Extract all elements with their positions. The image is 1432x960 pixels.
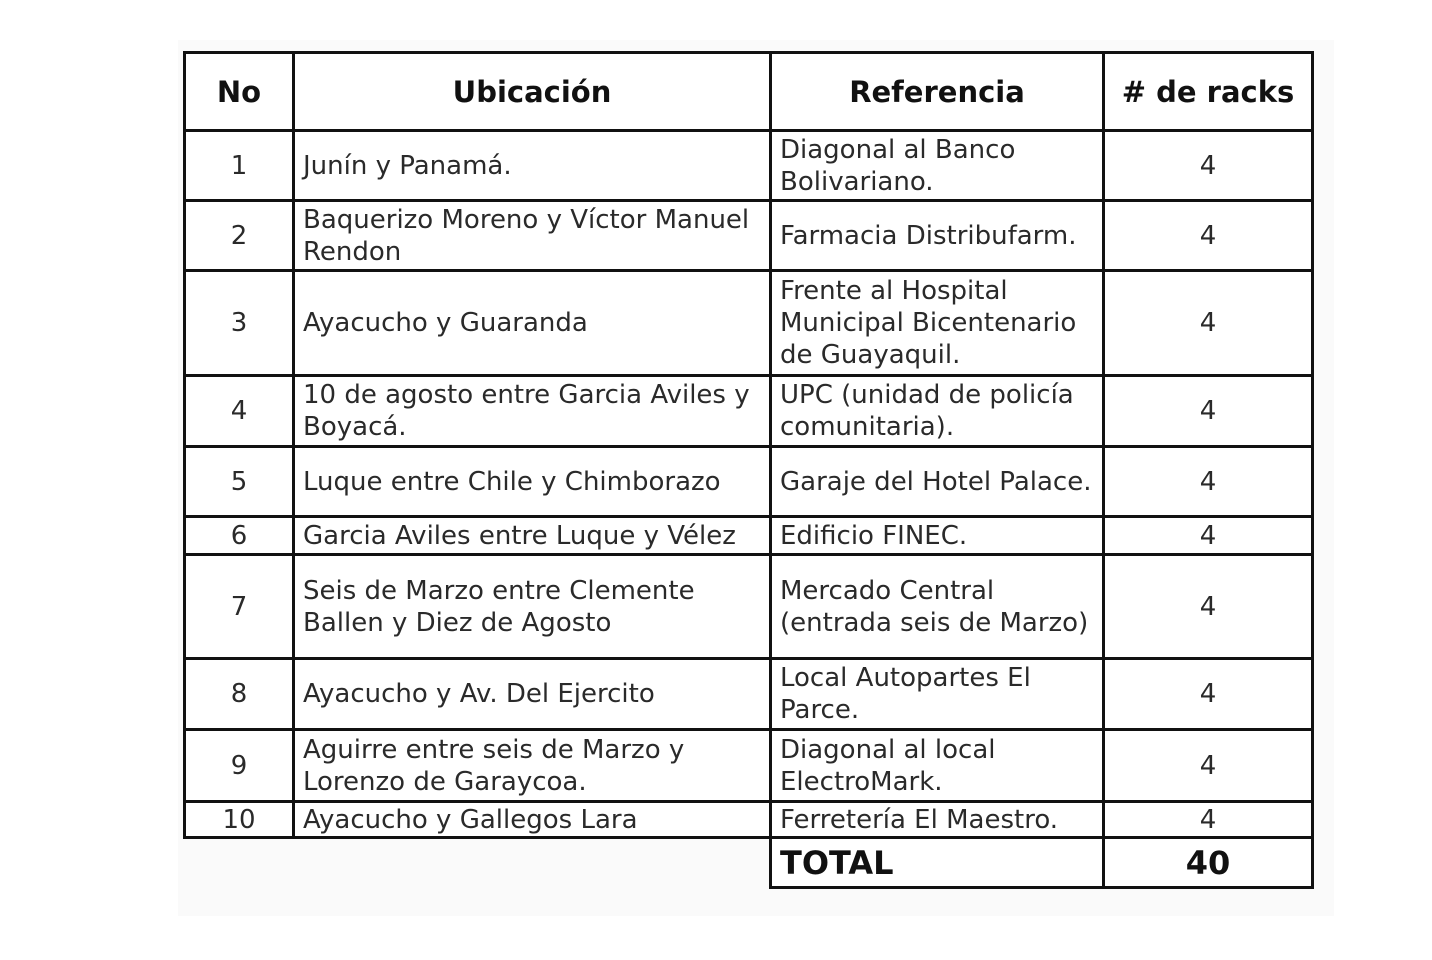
table-row	[185, 376, 1313, 447]
row-racks: 4	[1104, 555, 1313, 659]
row-ubicacion: Aguirre entre seis de Marzo y Lorenzo de Garaycoa.	[294, 730, 771, 802]
table-row	[185, 517, 1313, 555]
row-referencia: Garaje del Hotel Palace.	[771, 447, 1104, 517]
row-referencia: UPC (unidad de policía comunitaria).	[771, 376, 1104, 447]
row-racks: 4	[1104, 376, 1313, 447]
row-racks: 4	[1104, 730, 1313, 802]
racks-table	[183, 51, 1314, 889]
header-row	[185, 53, 1313, 131]
row-number: 7	[185, 555, 294, 659]
row-referencia: Frente al Hospital Municipal Bicentenario de Guayaquil.	[771, 271, 1104, 376]
row-ubicacion: Seis de Marzo entre Clemente Ballen y Diez de Agosto	[294, 555, 771, 659]
table-row	[185, 447, 1313, 517]
row-ubicacion: 10 de agosto entre Garcia Aviles y Boyacá.	[294, 376, 771, 447]
total-spacer	[185, 838, 771, 888]
row-number: 9	[185, 730, 294, 802]
total-label: TOTAL	[771, 838, 1104, 888]
row-referencia: Edificio FINEC.	[771, 517, 1104, 555]
row-ubicacion: Garcia Aviles entre Luque y Vélez	[294, 517, 771, 555]
row-number: 10	[185, 802, 294, 838]
row-ubicacion: Luque entre Chile y Chimborazo	[294, 447, 771, 517]
row-referencia: Diagonal al Banco Bolivariano.	[771, 131, 1104, 201]
row-racks: 4	[1104, 131, 1313, 201]
row-ubicacion: Ayacucho y Guaranda	[294, 271, 771, 376]
row-racks: 4	[1104, 201, 1313, 271]
row-referencia: Mercado Central (entrada seis de Marzo)	[771, 555, 1104, 659]
table-row	[185, 271, 1313, 376]
total-value: 40	[1104, 838, 1313, 888]
row-number: 2	[185, 201, 294, 271]
row-ubicacion: Ayacucho y Av. Del Ejercito	[294, 659, 771, 730]
header-referencia: Referencia	[771, 53, 1104, 131]
row-racks: 4	[1104, 271, 1313, 376]
row-referencia: Ferretería El Maestro.	[771, 802, 1104, 838]
header-racks: # de racks	[1104, 53, 1313, 131]
row-referencia: Farmacia Distribufarm.	[771, 201, 1104, 271]
row-number: 3	[185, 271, 294, 376]
row-ubicacion: Junín y Panamá.	[294, 131, 771, 201]
row-number: 1	[185, 131, 294, 201]
total-row	[185, 838, 1313, 888]
row-racks: 4	[1104, 802, 1313, 838]
table-row	[185, 730, 1313, 802]
row-number: 4	[185, 376, 294, 447]
row-ubicacion: Baquerizo Moreno y Víctor Manuel Rendon	[294, 201, 771, 271]
row-ubicacion: Ayacucho y Gallegos Lara	[294, 802, 771, 838]
row-racks: 4	[1104, 517, 1313, 555]
row-racks: 4	[1104, 447, 1313, 517]
row-racks: 4	[1104, 659, 1313, 730]
row-number: 8	[185, 659, 294, 730]
row-number: 5	[185, 447, 294, 517]
table-row	[185, 201, 1313, 271]
table-row	[185, 555, 1313, 659]
table-row	[185, 131, 1313, 201]
row-referencia: Diagonal al local ElectroMark.	[771, 730, 1104, 802]
table-row	[185, 802, 1313, 838]
header-ubicacion: Ubicación	[294, 53, 771, 131]
row-number: 6	[185, 517, 294, 555]
row-referencia: Local Autopartes El Parce.	[771, 659, 1104, 730]
header-no: No	[185, 53, 294, 131]
table-row	[185, 659, 1313, 730]
